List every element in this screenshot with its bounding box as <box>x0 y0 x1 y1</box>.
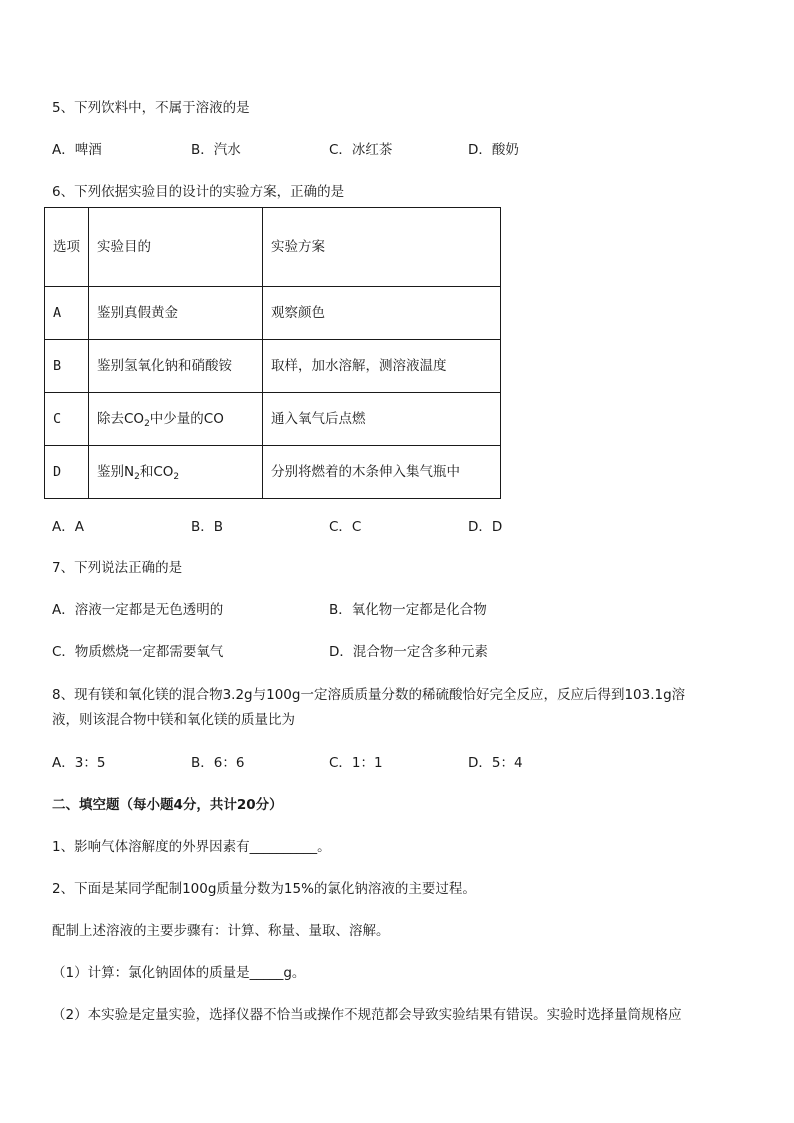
row-a-purpose: 鉴别真假黄金 <box>89 287 263 340</box>
table-row <box>45 446 501 499</box>
q7-option-a: A．溶液一定都是无色透明的 <box>52 602 224 618</box>
header-option: 选项 <box>45 208 89 287</box>
q6-option-b: B．B <box>191 519 224 535</box>
q7-option-b: B．氧化物一定都是化合物 <box>329 602 487 618</box>
header-purpose: 实验目的 <box>89 208 263 287</box>
q7-option-c: C．物质燃烧一定都需要氧气 <box>52 644 224 660</box>
table-row <box>45 287 501 340</box>
q8-option-b: B．6：6 <box>191 755 245 771</box>
row-c-plan: 通入氧气后点燃 <box>263 393 501 446</box>
s2-q2-intro: 2、下面是某同学配制100g质量分数为15%的氯化钠溶液的主要过程。 <box>52 881 476 897</box>
row-c-purpose-b: 中少量的CO <box>149 411 224 427</box>
row-a-option: A <box>45 287 89 340</box>
s2-q2-part2: （2）本实验是定量实验，选择仪器不恰当或操作不规范都会导致实验结果有错误。实验时选择量筒规格应 <box>52 1007 682 1023</box>
row-d-purpose <box>89 446 263 499</box>
row-a-plan: 观察颜色 <box>263 287 501 340</box>
row-c-option: C <box>45 393 89 446</box>
row-d-purpose-a: 鉴别N <box>97 464 135 480</box>
row-b-plan: 取样，加水溶解，测溶液温度 <box>263 340 501 393</box>
q5-option-b: B．汽水 <box>191 142 241 158</box>
q8-option-c: C．1：1 <box>329 755 383 771</box>
row-c-purpose-a: 除去CO <box>97 411 145 427</box>
q8-stem-line2: 液，则该混合物中镁和氧化镁的质量比为 <box>52 712 295 728</box>
table-header-row <box>45 208 501 287</box>
table-row <box>45 340 501 393</box>
q5-options <box>52 140 752 160</box>
row-b-option: B <box>45 340 89 393</box>
q6-option-a: A．A <box>52 519 84 535</box>
q5-stem: 5、下列饮料中，不属于溶液的是 <box>52 100 250 116</box>
row-b-purpose: 鉴别氢氧化钠和硝酸铵 <box>89 340 263 393</box>
s2-q1: 1、影响气体溶解度的外界因素有__________。 <box>52 839 331 855</box>
q7-options-row1 <box>52 600 752 620</box>
row-c-purpose-sub: 2 <box>144 419 150 429</box>
s2-q2-part1: （1）计算：氯化钠固体的质量是_____g。 <box>52 965 306 981</box>
q8-stem-line1: 8、现有镁和氧化镁的混合物3.2g与100g一定溶质质量分数的稀硫酸恰好完全反应，反应后得到103.1g溶 <box>52 687 686 703</box>
q6-options <box>52 517 752 537</box>
row-d-purpose-sub2: 2 <box>173 472 180 482</box>
table-row <box>45 393 501 446</box>
q7-stem: 7、下列说法正确的是 <box>52 560 183 576</box>
q8-option-a: A．3：5 <box>52 755 106 771</box>
q5-option-c: C．冰红茶 <box>329 142 393 158</box>
q7-option-d: D．混合物一定含多种元素 <box>329 644 488 660</box>
q8-options <box>52 753 752 773</box>
q5-option-a: A．啤酒 <box>52 142 102 158</box>
s2-q2-steps: 配制上述溶液的主要步骤有：计算、称量、量取、溶解。 <box>52 923 390 939</box>
row-d-option: D <box>45 446 89 499</box>
row-d-purpose-sub1: 2 <box>134 472 140 482</box>
section2-title: 二、填空题（每小题4分，共计20分） <box>52 797 283 813</box>
q8-option-d: D．5：4 <box>468 755 523 771</box>
row-c-purpose <box>89 393 263 446</box>
q7-options-row2 <box>52 642 752 662</box>
q6-option-c: C．C <box>329 519 362 535</box>
experiment-table <box>44 207 501 499</box>
header-plan: 实验方案 <box>263 208 501 287</box>
q6-option-d: D．D <box>468 519 503 535</box>
row-d-plan: 分别将燃着的木条伸入集气瓶中 <box>263 446 501 499</box>
row-d-purpose-b: 和CO <box>139 464 174 480</box>
q6-stem: 6、下列依据实验目的设计的实验方案，正确的是 <box>52 184 345 200</box>
q5-option-d: D．酸奶 <box>468 142 519 158</box>
